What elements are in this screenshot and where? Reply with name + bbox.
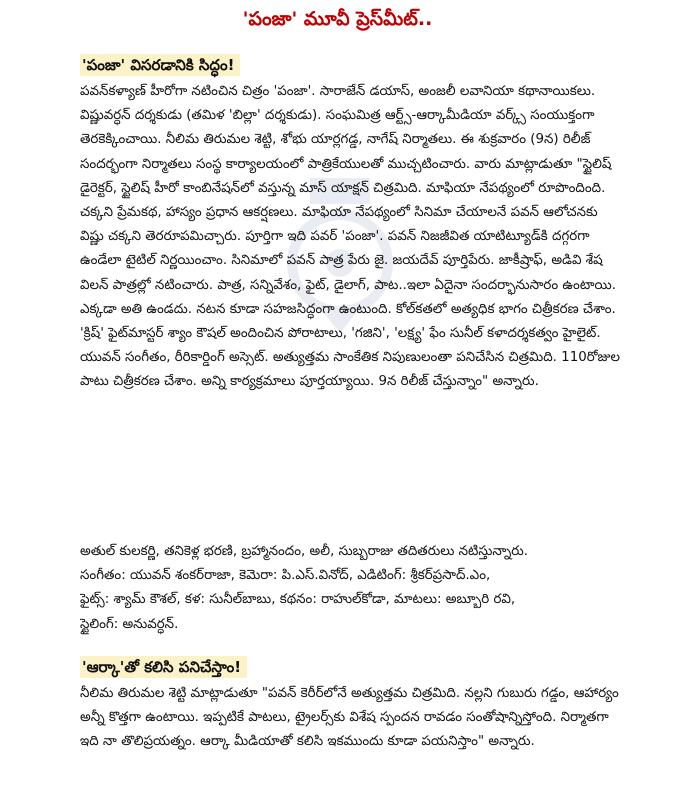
- credits-line-1: సంగీతం: యువన్ శంకర్‌రాజా, కెమెరా: పి.ఎస్.వినోద్, ఎడిటింగ్: శ్రీకర్‌ప్రసాద్.ఎం,: [80, 568, 491, 584]
- credits-line-2: ఫైట్స్: శ్యామ్ కౌశల్, కళ: సునీల్‌బాబు, కథనం: రాహుల్‌కోడా, మాటలు: అబ్బూరి రవి,: [80, 592, 516, 608]
- section-heading: 'పంజా' విసరడానికి సిద్ధం!: [80, 54, 240, 76]
- section-paragraph: నీలిమ తిరుమల శెట్టి మాట్లాడుతూ "పవన్ కెరీర్‌లోనే అత్యుత్తమ చిత్రమిది. నల్లని గుబురు గడ్డం, ఆహార్యం అన్నీ కొత్తగా ఉంటాయి. ఇప్పటికే పాటలు, ట్రైలర్స్‌కు విశేష స్పందన రావడం సంతోషాన్నిస్తోంది. నిర్మాతగా ఇది నా తొలిప్రయత్నం. ఆర్కా మీడియాతో కలిసి ఇకముందు కూడా పయనిస్తాం" అన్నారు.: [80, 686, 619, 750]
- credits-block: [80, 540, 625, 637]
- credits-line-3: స్టైలింగ్: అనువర్ధన్.: [80, 616, 179, 632]
- section-paragraph: పవన్‌కళ్యాణ్ హీరోగా నటించిన చిత్రం 'పంజా'. సారాజేన్ డయాస్, అంజలీ లవానియా కథానాయికలు. విష్ణువర్ధన్ దర్శకుడు (తమిళ 'బిల్లా' దర్శకుడు). సంఘమిత్ర ఆర్ట్స్-ఆర్కామీడియా వర్క్స్ సంయుక్తంగా తెరకెక్కించాయి. నీలిమ తిరుమల శెట్టి, శోభు యార్లగడ్డ, నాగేష్ నిర్మాతలు. ఈ శుక్రవారం (9న) రిలీజ్ సందర్భంగా నిర్మాతలు సంస్థ కార్యాలయంలో పాత్రికేయులతో ముచ్చటించారు. వారు మాట్లాడుతూ "స్టైలిష్ డైరెక్టర్, స్టైలిష్ హీరో కాంబినేషన్‌లో వస్తున్న మాస్ యాక్షన్ చిత్రమిది. మాఫియా నేపథ్యంలో రూపొందింది. చక్కని ప్రేమకథ, హాస్యం ప్రధాన ఆకర్షణలు. మాఫియా నేపథ్యంలో సినిమా చేయాలనే పవన్ ఆలోచనకు విష్ణు చక్కని తెరరూపమిచ్చారు. పూర్తిగా ఇది పవర్ 'పంజా'. పవన్ నిజజీవిత యాటిట్యూడ్‌కి దగ్గరగా ఉండేలా టైటిల్ నిర్ణయించాం. సినిమాలో పవన్ పాత్ర పేరు జై. జయదేవ్ పూర్తిపేరు. జాకీష్రాఫ్, అడివి శేష విలన్ పాత్రల్లో నటించారు. పాత్ర, సన్నివేశం, ఫైట్, డైలాగ్, పాట..ఇలా ఏదైనా సందర్భానుసారం ఉంటాయి. ఎక్కడా అతి ఉండదు. నటన కూడా సహజసిద్ధంగా ఉంటుంది. కోల్‌కతలో అత్యధిక భాగం చిత్రీకరణ చేశాం. 'క్రిష్' ఫైట్‌మాస్టర్ శ్యాం కౌషల్ అందించిన పోరాటాలు, 'గజిని', 'లక్ష్య' ఫేం సునీల్ కళాదర్శకత్వం హైలైట్. యువన్ సంగీతం, రీరికార్డింగ్ అస్సెట్. అత్యుత్తమ సాంకేతిక నిపుణులంతా పనిచేసిన చిత్రమిది. 110రోజుల పాటు చిత్రీకరణ చేశాం. అన్ని కార్యక్రమాలు పూర్తయ్యాయి. 9న రిలీజ్ చేస్తున్నాం" అన్నారు.: [80, 84, 620, 390]
- section-arka-together: [80, 656, 625, 755]
- cast-line: అతుల్ కులకర్ణి, తనికెళ్ల భరణి, బ్రహ్మానందం, అలీ, సుబ్బరాజు తదితరులు నటిస్తున్నారు.: [80, 544, 529, 559]
- section-panja-ready: [80, 54, 625, 395]
- page-title: 'పంజా' మూవీ ప్రెస్‌మీట్..: [242, 8, 433, 30]
- section-heading: 'ఆర్కా'తో కలిసి పనిచేస్తాం!: [80, 656, 247, 678]
